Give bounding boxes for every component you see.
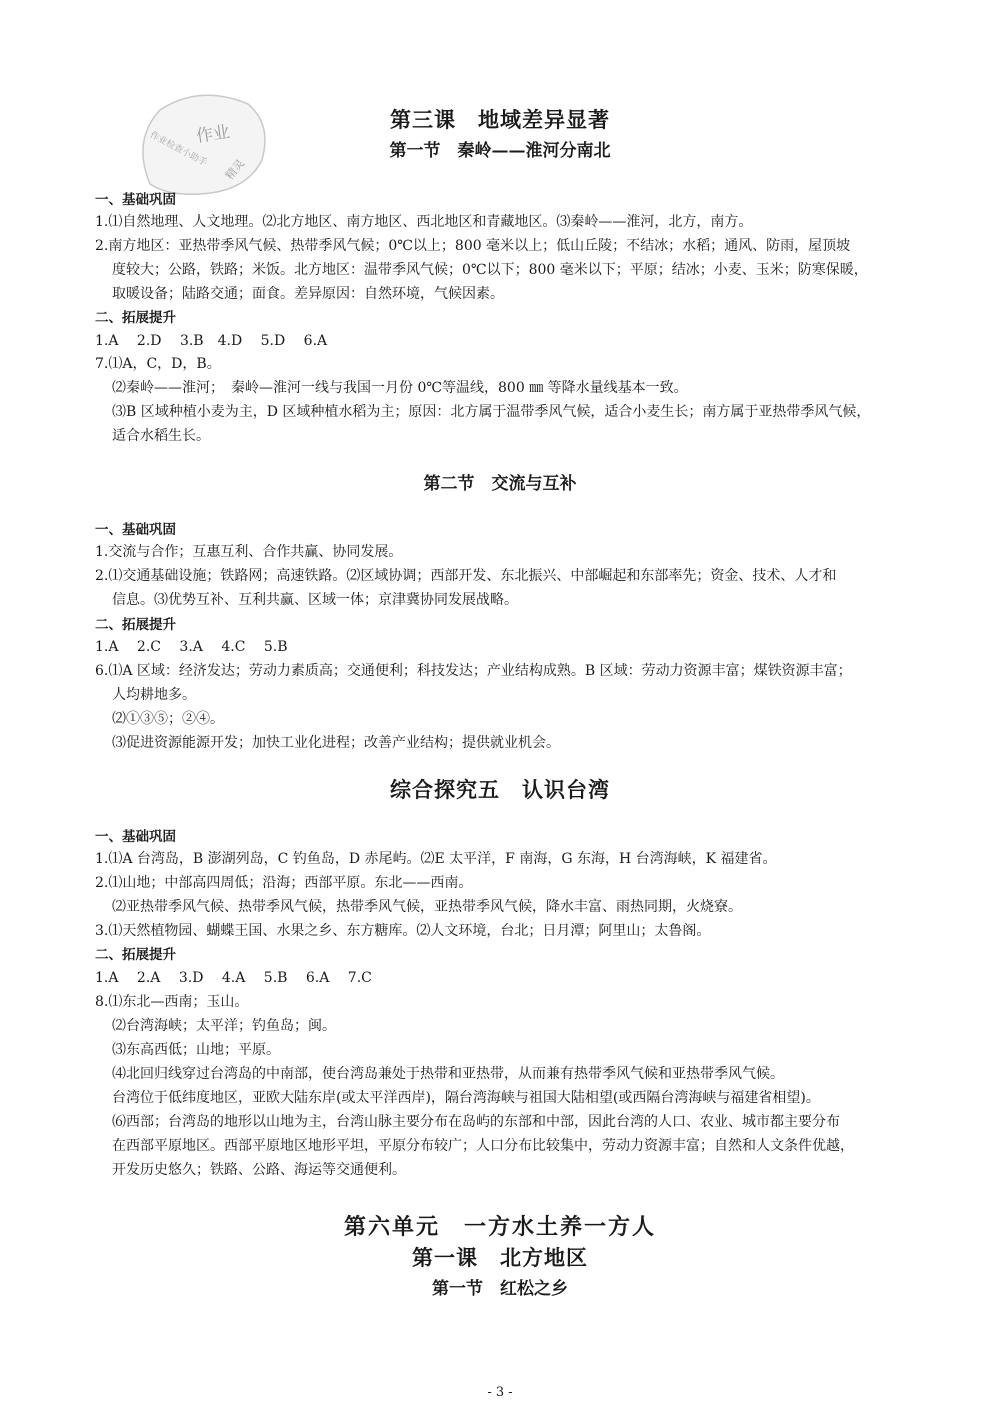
answer-line: 1.A 2.D 3.B 4.D 5.D 6.A xyxy=(95,333,328,349)
stamp-small-text: 作业检查小助手 xyxy=(147,130,209,169)
answer-line: 取暖设备；陆路交通；面食。差异原因：自然环境，气候因素。 xyxy=(112,286,504,302)
answer-line: ⑷北回归线穿过台湾岛的中南部，使台湾岛兼处于热带和亚热带，从而兼有热带季风气候和亚热带季风气候。 xyxy=(112,1066,784,1082)
answer-line: 2.⑴交通基础设施；铁路网；高速铁路。⑵区域协调；西部开发、东北振兴、中部崛起和东部率先；资金、技术、人才和 xyxy=(95,568,837,584)
answer-line: 在西部平原地区。西部平原地区地形平坦，平原分布较广；人口分布比较集中，劳动力资源丰富；自然和人文条件优越， xyxy=(112,1138,854,1154)
section-heading-extension: 二、拓展提升 xyxy=(95,947,176,963)
lesson-title: 综合探究五 认识台湾 xyxy=(390,777,610,802)
answer-line: ⑶B 区域种植小麦为主，D 区域种植水稻为主；原因：北方属于温带季风气候，适合小麦生长；南方属于亚热带季风气候， xyxy=(112,404,871,420)
lesson-title: 第三课 地域差异显著 xyxy=(390,107,610,132)
answer-line: ⑵①③⑤；②④。 xyxy=(112,711,224,727)
answer-line: ⑹西部；台湾岛的地形以山地为主，台湾山脉主要分布在岛屿的东部和中部，因此台湾的人口、农业、城市都主要分布 xyxy=(112,1114,840,1130)
section-heading-basic: 一、基础巩固 xyxy=(95,829,176,845)
lesson-title: 第一课 北方地区 xyxy=(412,1245,588,1270)
answer-line: 度较大；公路，铁路；米饭。北方地区：温带季风气候；0℃以下；800 毫米以下；平原；结冰；小麦、玉米；防寒保暖， xyxy=(112,262,868,278)
answer-line: 台湾位于低纬度地区，亚欧大陆东岸(或太平洋西岸)，隔台湾海峡与祖国大陆相望(或西隔台湾海峡与福建省相望)。 xyxy=(112,1090,820,1106)
answer-line: 7.⑴A，C，D，B。 xyxy=(95,356,221,372)
answer-line: 信息。⑶优势互补、互利共赢、区域一体；京津冀协同发展战略。 xyxy=(112,592,518,608)
answer-line: ⑶促进资源能源开发；加快工业化进程；改善产业结构；提供就业机会。 xyxy=(112,735,560,751)
stamp-script-text: 精灵 xyxy=(222,156,248,183)
answer-line: 1.交流与合作；互惠互利、合作共赢、协同发展。 xyxy=(95,544,403,560)
answer-line: 适合水稻生长。 xyxy=(112,428,210,444)
stamp-big-text: 作业 xyxy=(194,122,232,147)
page-number: - 3 - xyxy=(487,1385,513,1400)
answer-line: 8.⑴东北—西南；玉山。 xyxy=(95,994,249,1010)
section-title: 第二节 交流与互补 xyxy=(423,474,577,494)
section-heading-extension: 二、拓展提升 xyxy=(95,617,176,633)
answer-line: 6.⑴A 区域：经济发达；劳动力素质高；交通便利；科技发达；产业结构成熟。B 区域：劳动力资源丰富；煤铁资源丰富； xyxy=(95,663,852,679)
answer-line: 人均耕地多。 xyxy=(112,687,196,703)
answer-line: 开发历史悠久；铁路、公路、海运等交通便利。 xyxy=(112,1162,406,1178)
unit-title: 第六单元 一方水土养一方人 xyxy=(343,1214,656,1240)
answer-line: 2.南方地区：亚热带季风气候、热带季风气候；0℃以上；800 毫米以上；低山丘陵；不结冰；水稻；通风、防雨，屋顶坡 xyxy=(95,238,851,254)
answer-line: 1.⑴A 台湾岛，B 澎湖列岛，C 钓鱼岛，D 赤尾屿。⑵E 太平洋，F 南海，G 东海，H 台湾海峡，K 福建省。 xyxy=(95,851,777,867)
answer-line: ⑵秦岭——淮河； 秦岭—淮河一线与我国一月份 0℃等温线，800 ㎜ 等降水量线基本一致。 xyxy=(112,380,688,396)
section-heading-basic: 一、基础巩固 xyxy=(95,522,176,538)
section-heading-extension: 二、拓展提升 xyxy=(95,310,176,326)
section-title: 第一节 红松之乡 xyxy=(432,1279,568,1299)
answer-line: ⑶东高西低；山地；平原。 xyxy=(112,1042,280,1058)
answer-line: 1.A 2.C 3.A 4.C 5.B xyxy=(95,639,288,655)
section-title: 第一节 秦岭——淮河分南北 xyxy=(389,141,611,161)
answer-line: ⑵亚热带季风气候、热带季风气候，热带季风气候，亚热带季风气候，降水丰富、雨热同期，火烧寮。 xyxy=(112,899,742,915)
section-heading-basic: 一、基础巩固 xyxy=(95,192,176,208)
answer-line: 2.⑴山地；中部高四周低；沿海；西部平原。东北——西南。 xyxy=(95,875,473,891)
answer-line: 3.⑴天然植物园、蝴蝶王国、水果之乡、东方糖库。⑵人文环境，台北；日月潭；阿里山；太鲁阁。 xyxy=(95,923,711,939)
answer-line: 1.⑴自然地理、人文地理。⑵北方地区、南方地区、西北地区和青藏地区。⑶秦岭——淮河，北方，南方。 xyxy=(95,214,753,230)
answer-line: ⑵台湾海峡；太平洋；钓鱼岛；闽。 xyxy=(112,1018,336,1034)
answer-line: 1.A 2.A 3.D 4.A 5.B 6.A 7.C xyxy=(95,970,372,986)
